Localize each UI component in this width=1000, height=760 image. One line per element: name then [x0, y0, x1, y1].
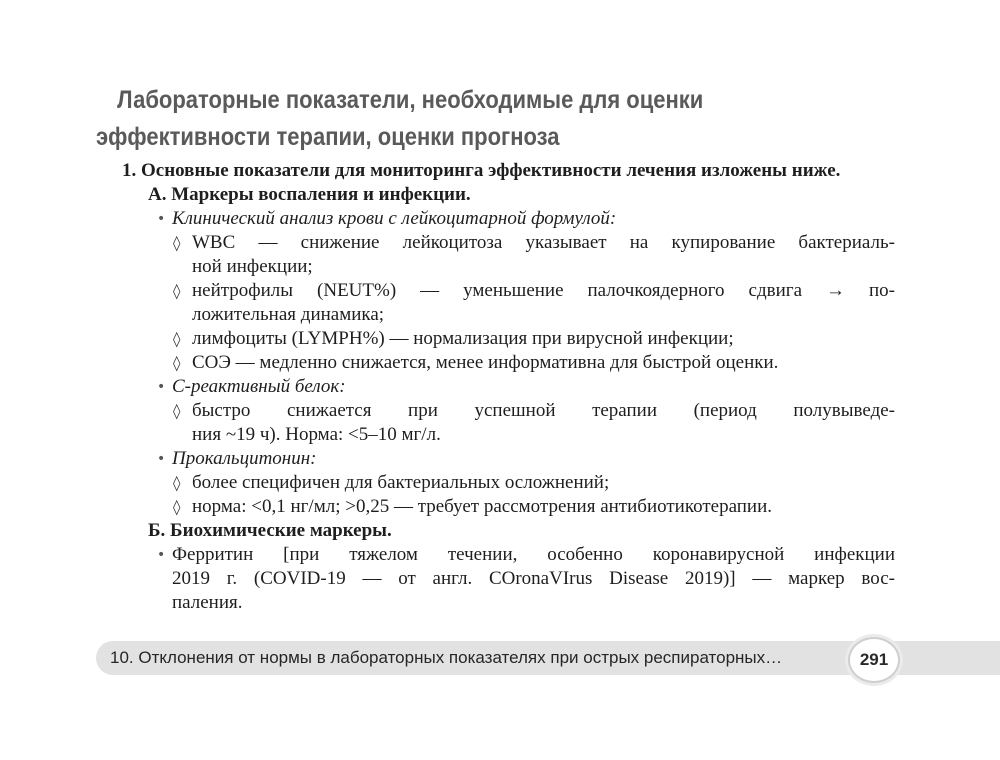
- bullet-icon: •: [157, 379, 166, 395]
- section-heading: [96, 82, 782, 156]
- item-ferritin-line3: паления.: [172, 592, 243, 613]
- bullet-icon: •: [157, 547, 166, 563]
- item-ferritin-line2: 2019 г. (COVID-19 — от англ. COronaVIrus Disease 2019)] — маркер вос-: [172, 568, 895, 589]
- group-label-crp: С-реактивный белок:: [172, 376, 346, 397]
- diamond-bullet-icon: ◊: [173, 474, 181, 492]
- item-esr: СОЭ — медленно снижается, менее информативна для быстрой оценки.: [192, 352, 779, 373]
- heading-line-2: эффективности терапии, оценки прогноза: [96, 123, 560, 151]
- diamond-bullet-icon: ◊: [173, 330, 181, 348]
- item-wbc-line1: WBC — снижение лейкоцитоза указывает на купирование бактериаль-: [192, 232, 895, 253]
- diamond-bullet-icon: ◊: [173, 234, 181, 252]
- page-number: 291: [848, 637, 900, 683]
- item-crp-line2: ния ~19 ч). Норма: <5–10 мг/л.: [192, 424, 441, 445]
- item-pct-specific: более специфичен для бактериальных осложнений;: [192, 472, 610, 493]
- item-pct-norm: норма: <0,1 нг/мл; >0,25 — требует рассмотрения антибиотикотерапии.: [192, 496, 773, 517]
- item-ferritin-line1: Ферритин [при тяжелом течении, особенно коронавирусной инфекции: [172, 544, 895, 565]
- diamond-bullet-icon: ◊: [173, 282, 181, 300]
- item-wbc-line2: ной инфекции;: [192, 256, 313, 277]
- item-lymph: лимфоциты (LYMPH%) — нормализация при вирусной инфекции;: [192, 328, 734, 349]
- diamond-bullet-icon: ◊: [173, 498, 181, 516]
- item-crp-line1: быстро снижается при успешной терапии (период полувыведе-: [192, 400, 895, 421]
- heading-line-1: Лабораторные показатели, необходимые для оценки: [117, 86, 704, 114]
- group-label-cbc: Клинический анализ крови с лейкоцитарной формулой:: [172, 208, 617, 229]
- diamond-bullet-icon: ◊: [173, 402, 181, 420]
- bullet-icon: •: [157, 451, 166, 467]
- running-footer-chapter: 10. Отклонения от нормы в лабораторных показателях при острых респираторных…: [110, 648, 783, 667]
- diamond-bullet-icon: ◊: [173, 354, 181, 372]
- bullet-icon: •: [157, 211, 166, 227]
- point-1-title: 1. Основные показатели для мониторинга эффективности лечения изложены ниже.: [122, 160, 841, 181]
- item-neut-line1: нейтрофилы (NEUT%) — уменьшение палочкоядерного сдвига → по-: [192, 280, 895, 301]
- subsection-b-title: Б. Биохимические маркеры.: [148, 520, 392, 541]
- group-label-pct: Прокальцитонин:: [172, 448, 317, 469]
- item-neut-line2: ложительная динамика;: [192, 304, 385, 325]
- subsection-a-title: А. Маркеры воспаления и инфекции.: [148, 184, 471, 205]
